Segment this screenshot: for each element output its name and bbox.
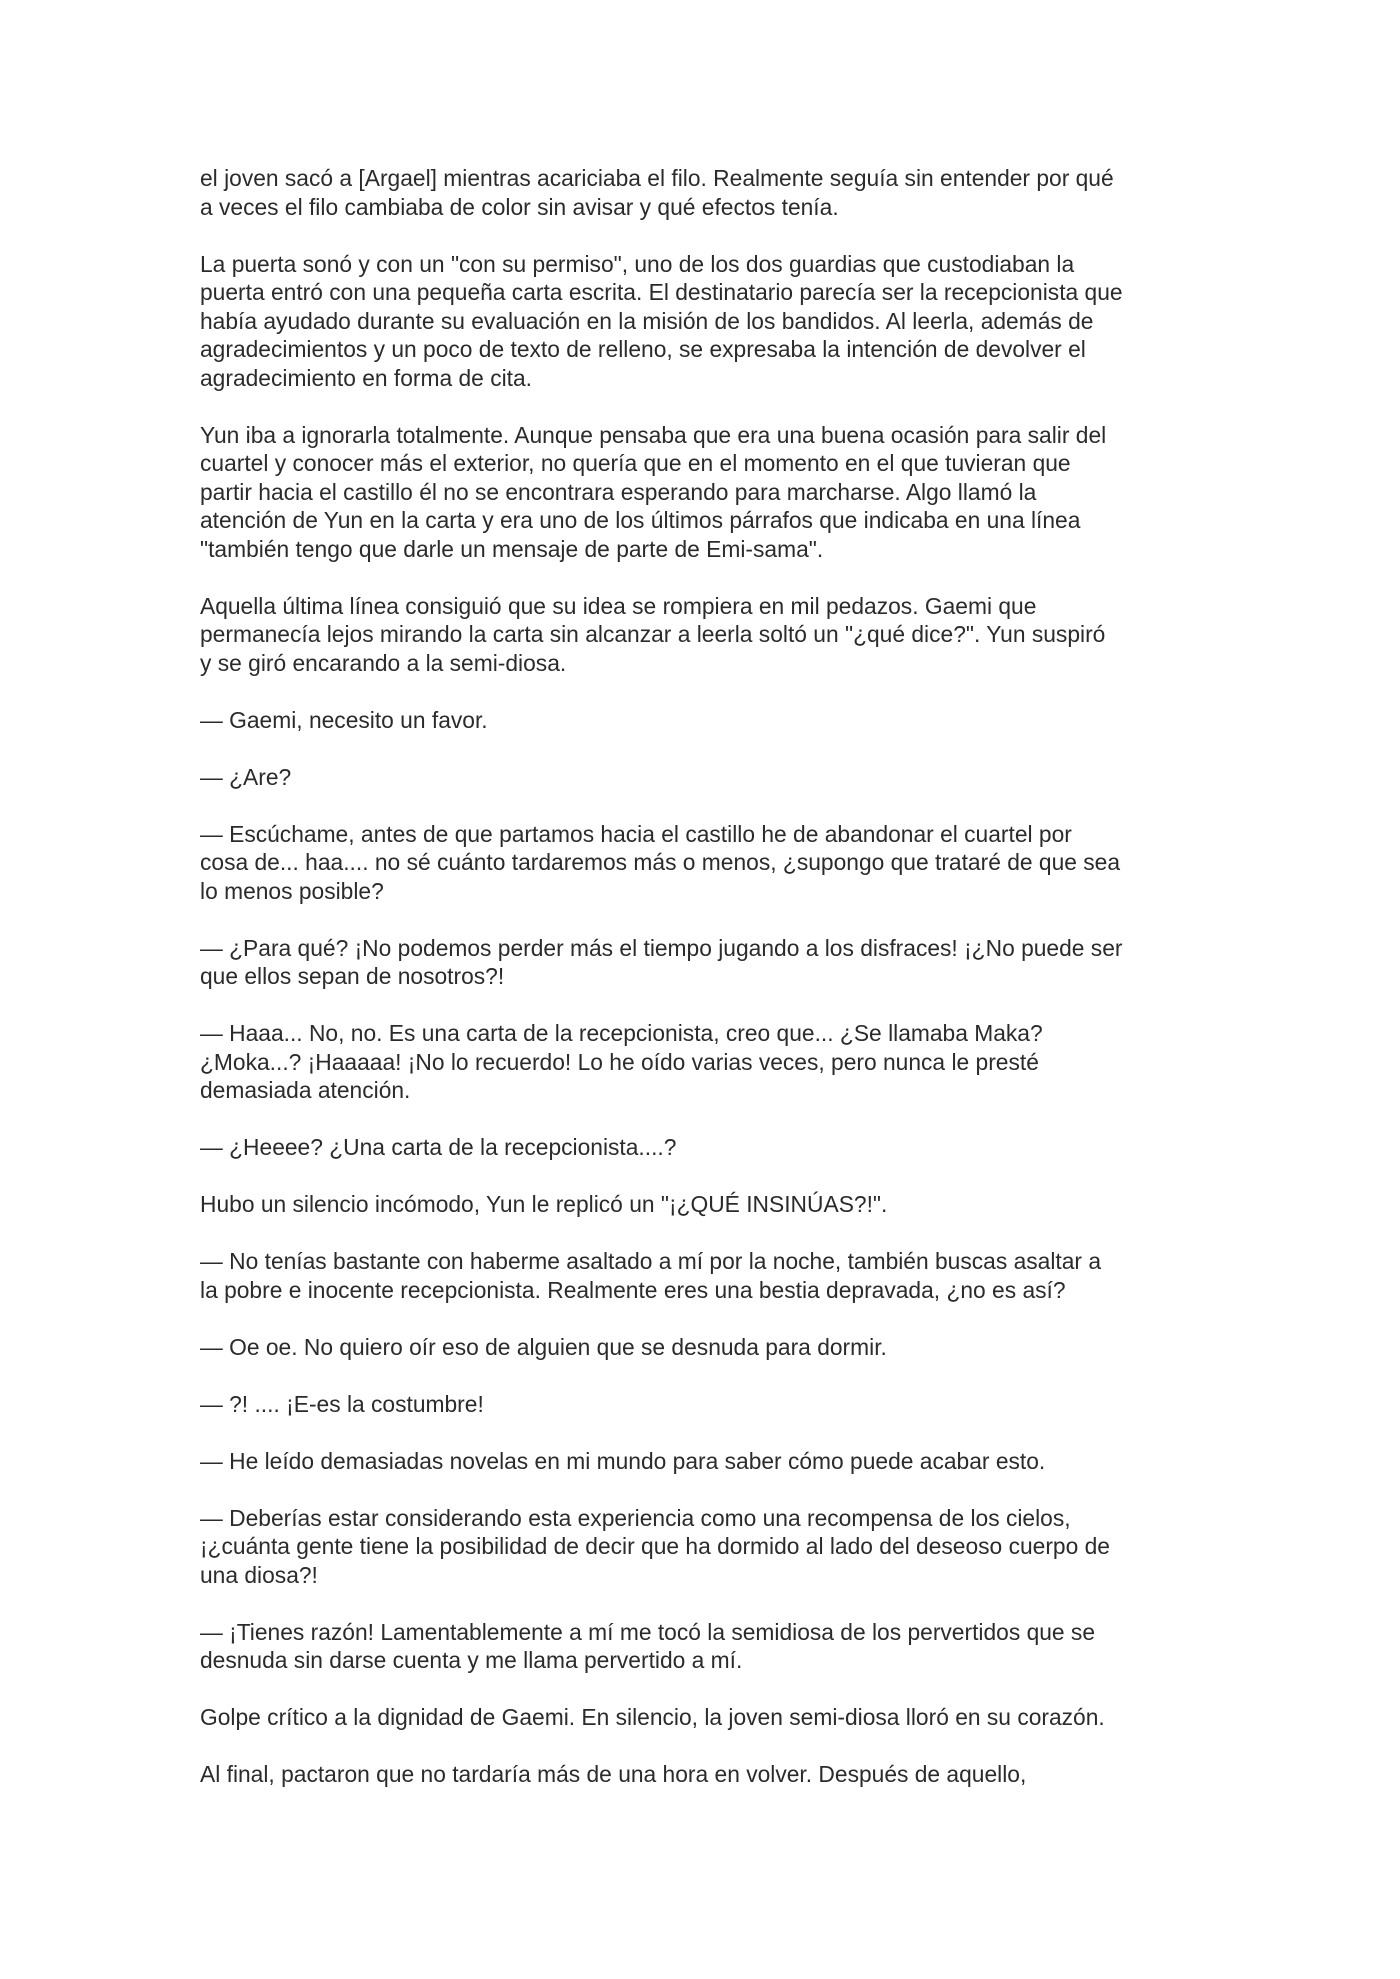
dialogue-line-10: — He leído demasiadas novelas en mi mundo para saber cómo puede acabar esto. (200, 1447, 1046, 1474)
dialogue-line-8: — Oe oe. No quiero oír eso de alguien que se desnuda para dormir. (200, 1333, 887, 1360)
dialogue-line-2: — ¿Are? (200, 763, 292, 790)
document-page (200, 164, 1210, 1817)
dialogue-line-9: — ?! .... ¡E-es la costumbre! (200, 1390, 484, 1417)
dialogue-line-4: — ¿Para qué? ¡No podemos perder más el tiempo jugando a los disfraces! ¡¿No puede ser que ellos sepan de nosotros?! (200, 934, 1123, 989)
paragraph-6: Golpe crítico a la dignidad de Gaemi. En silencio, la joven semi-diosa lloró en su corazón. (200, 1704, 1105, 1730)
paragraph-2: La puerta sonó y con un "con su permiso", uno de los dos guardias que custodiaban la puerta entró con una pequeña carta escrita. El destinatario parecía ser la recepcionista que había ayudado durante su evaluación en la misión de los bandidos. Al leerla, además de agradecimientos y un poco de texto de relleno, se expresaba la intención de devolver el agradecimiento en forma de cita. (200, 250, 1123, 391)
dialogue-line-6: — ¿Heeee? ¿Una carta de la recepcionista....? (200, 1134, 677, 1160)
dialogue-line-1: — Gaemi, necesito un favor. (200, 706, 488, 733)
paragraph-5: Hubo un silencio incómodo, Yun le replicó un "¡¿QUÉ INSINÚAS?!". (200, 1191, 888, 1217)
paragraph-3: Yun iba a ignorarla totalmente. Aunque pensaba que era una buena ocasión para salir del cuartel y conocer más el exterior, no quería que en el momento en el que tuvieran que partir hacia el castillo él no se encontrara esperando para marcharse. Algo llamó la atención de Yun en la carta y era uno de los últimos párrafos que indicaba en una línea "también tengo que darle un mensaje de parte de Emi-sama". (200, 421, 1107, 562)
dialogue-line-3: — Escúchame, antes de que partamos hacia el castillo he de abandonar el cuartel por cosa de... haa.... no sé cuánto tardaremos más o menos, ¿supongo que trataré de que sea lo menos posible? (200, 820, 1121, 904)
dialogue-line-5: — Haaa... No, no. Es una carta de la recepcionista, creo que... ¿Se llamaba Maka? ¿Moka...? ¡Haaaaa! ¡No lo recuerdo! Lo he oído varias veces, pero nunca le presté demasiada atención. (200, 1020, 1043, 1103)
dialogue-line-7: — No tenías bastante con haberme asaltado a mí por la noche, también buscas asaltar a la pobre e inocente recepcionista. Realmente eres una bestia depravada, ¿no es así? (200, 1248, 1102, 1303)
paragraph-1: el joven sacó a [Argael] mientras acariciaba el filo. Realmente seguía sin entender por qué a veces el filo cambiaba de color sin avisar y qué efectos tenía. (200, 165, 1114, 220)
paragraph-4: Aquella última línea consiguió que su idea se rompiera en mil pedazos. Gaemi que permanecía lejos mirando la carta sin alcanzar a leerla soltó un "¿qué dice?". Yun suspiró y se giró encarando a la semi-diosa. (200, 592, 1106, 676)
dialogue-line-12: — ¡Tienes razón! Lamentablemente a mí me tocó la semidiosa de los pervertidos que se desnuda sin darse cuenta y me llama pervertido a mí. (200, 1618, 1096, 1673)
paragraph-7: Al final, pactaron que no tardaría más de una hora en volver. Después de aquello, (200, 1761, 1027, 1787)
dialogue-line-11: — Deberías estar considerando esta experiencia como una recompensa de los cielos, ¡¿cuánta gente tiene la posibilidad de decir que ha dormido al lado del deseoso cuerpo de una diosa?! (200, 1504, 1110, 1588)
